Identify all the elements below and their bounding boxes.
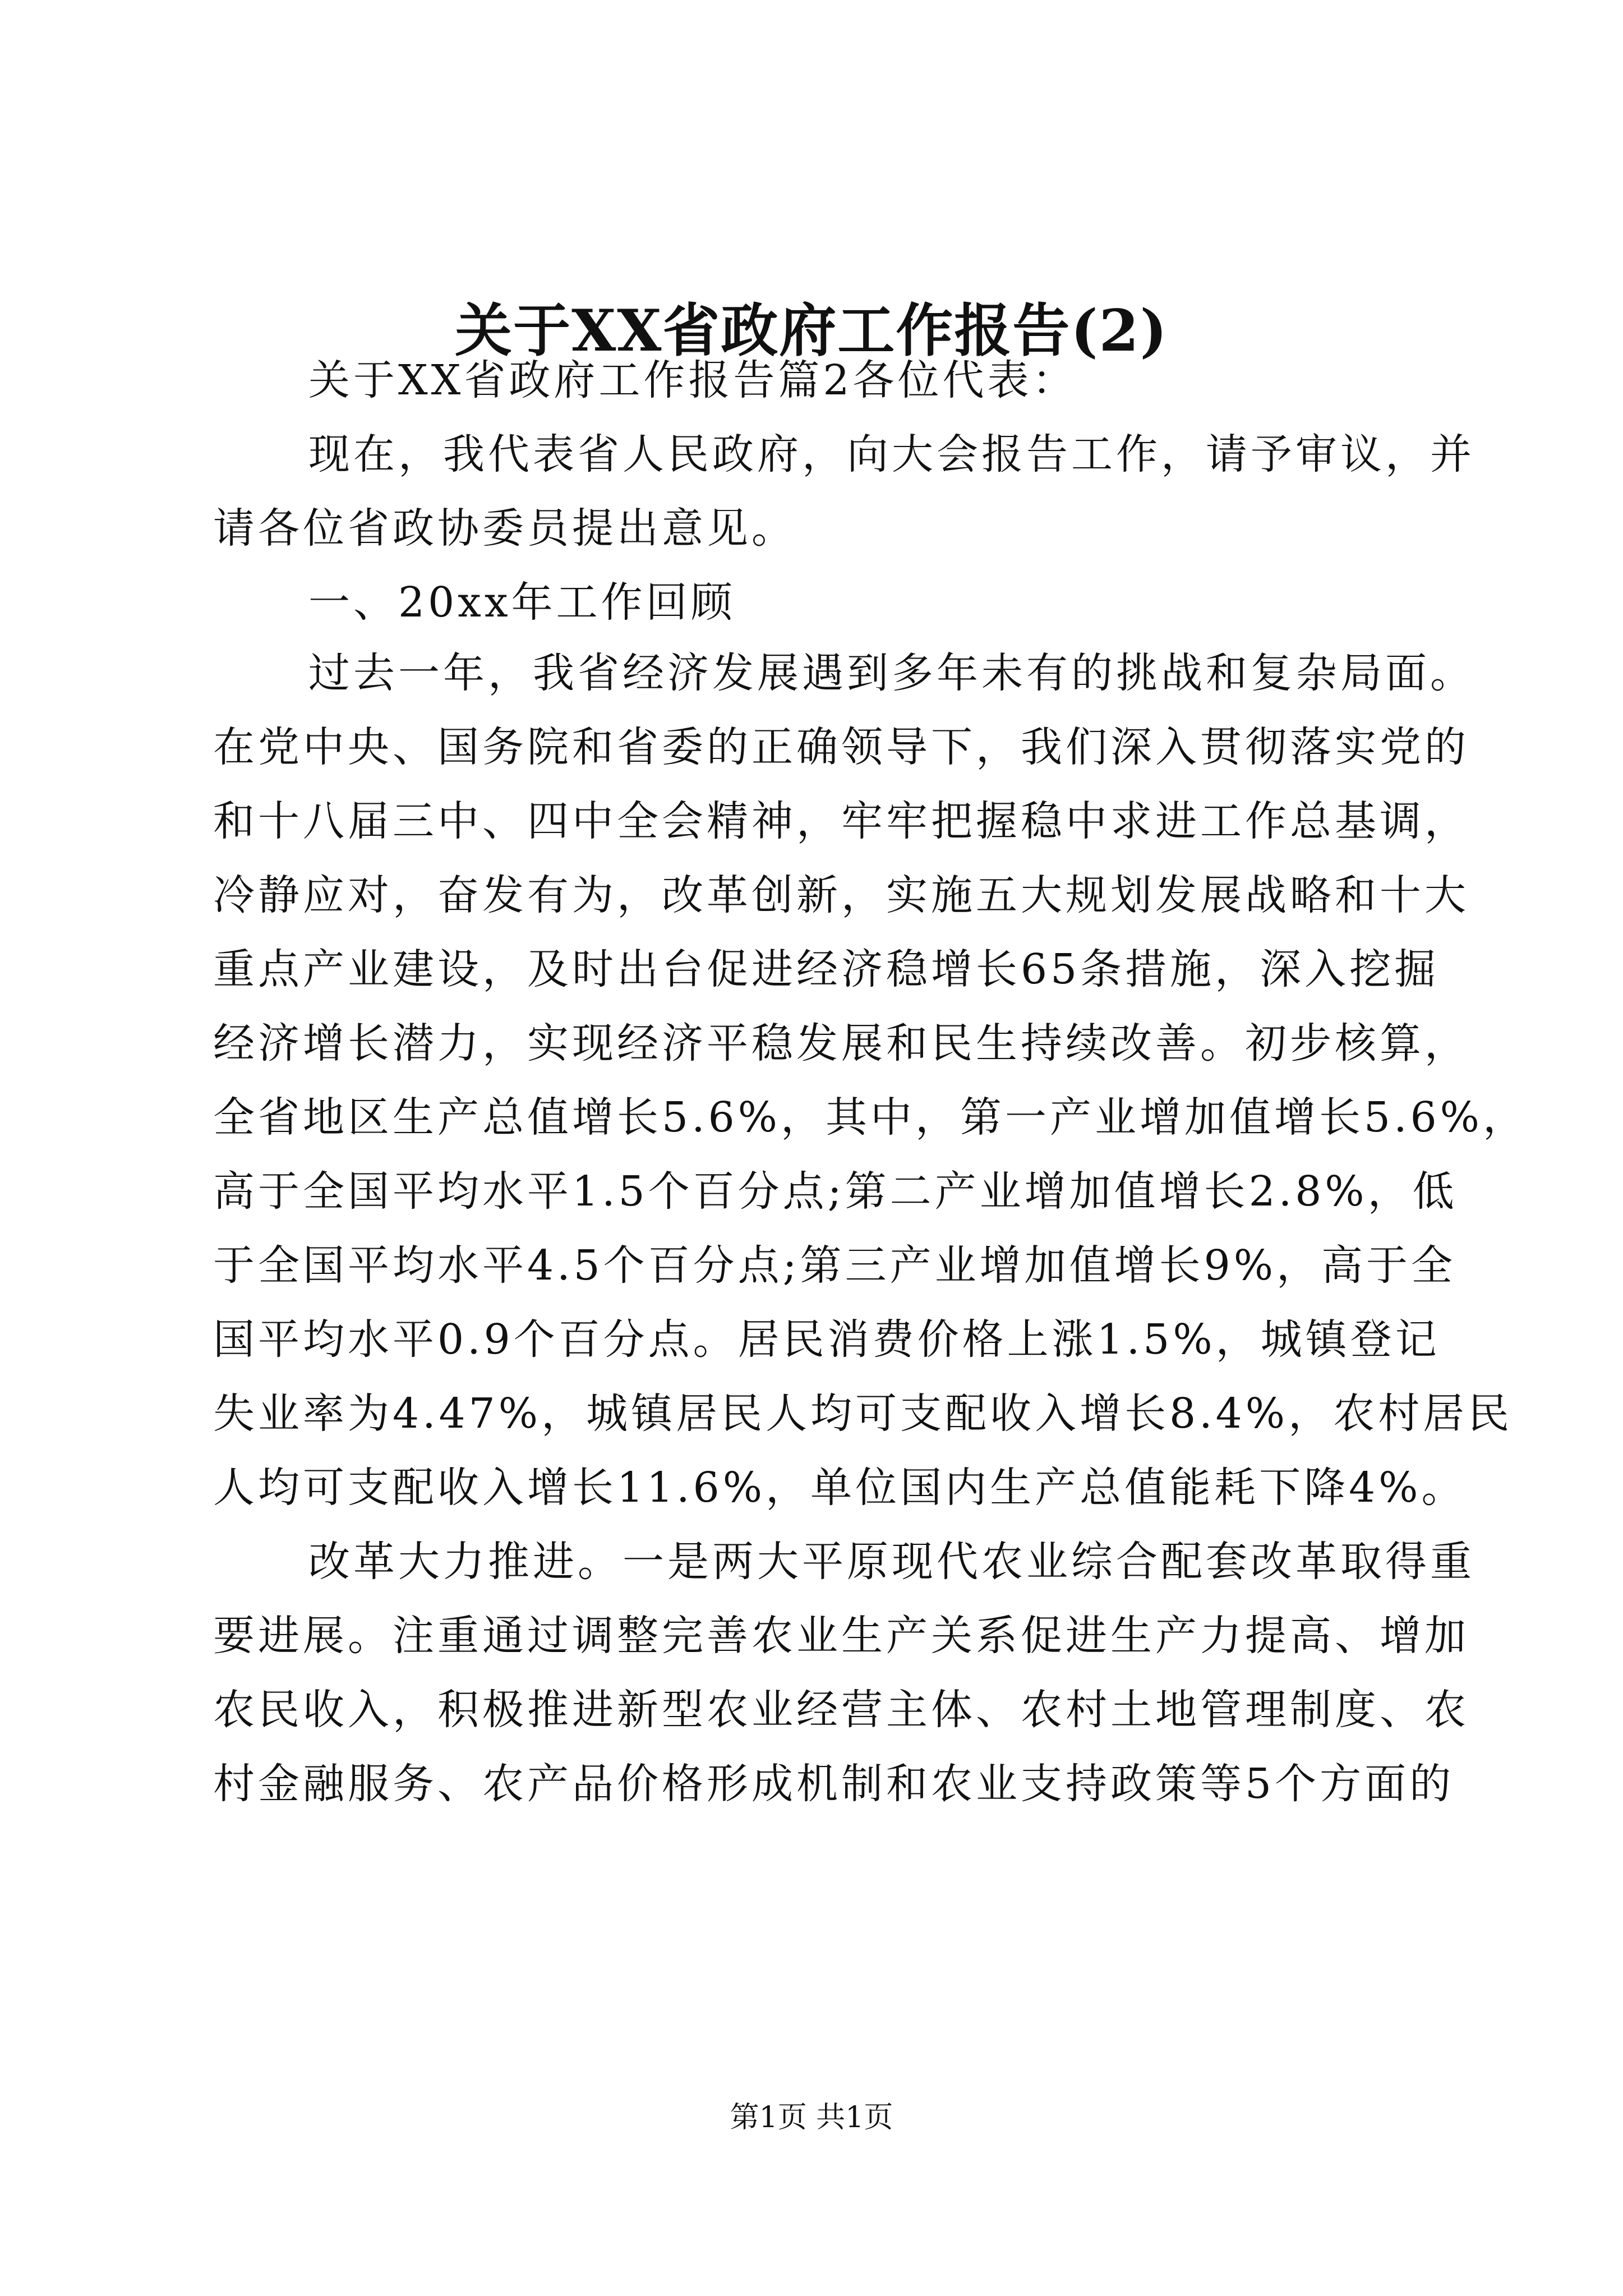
page-footer: 第1页 共1页 (730, 2101, 893, 2134)
text-line: 重点产业建设，及时出台促进经济稳增长65条措施，深入挖掘 (213, 945, 1440, 993)
text-line: 人均可支配收入增长11.6%，单位国内生产总值能耗下降4%。 (213, 1464, 1467, 1512)
text-line: 关于XX省政府工作报告篇2各位代表： (308, 356, 1077, 404)
text-line: 一、20xx年工作回顾 (308, 578, 736, 627)
text-line: 于全国平均水平4.5个百分点;第三产业增加值增长9%，高于全 (213, 1241, 1456, 1290)
text-line: 农民收入，积极推进新型农业经营主体、农村土地管理制度、农 (213, 1686, 1469, 1734)
text-line: 和十八届三中、四中全会精神，牢牢把握稳中求进工作总基调， (213, 797, 1469, 845)
text-line: 失业率为4.47%，城镇居民人均可支配收入增长8.4%，农村居民 (213, 1389, 1513, 1438)
text-line: 高于全国平均水平1.5个百分点;第二产业增加值增长2.8%，低 (213, 1167, 1458, 1216)
text-line: 改革大力推进。一是两大平原现代农业综合配套改革取得重 (308, 1538, 1475, 1586)
page-title: 关于XX省政府工作报告(2) (455, 297, 1168, 365)
text-line: 村金融服务、农产品价格形成机制和农业支持政策等5个方面的 (213, 1760, 1455, 1808)
text-line: 全省地区生产总值增长5.6%，其中，第一产业增加值增长5.6%， (213, 1093, 1528, 1142)
text-line: 现在，我代表省人民政府，向大会报告工作，请予审议，并 (308, 430, 1475, 478)
text-line: 请各位省政协委员提出意见。 (213, 504, 796, 553)
text-line: 国平均水平0.9个百分点。居民消费价格上涨1.5%，城镇登记 (213, 1315, 1440, 1364)
text-line: 经济增长潜力，实现经济平稳发展和民生持续改善。初步核算， (213, 1019, 1469, 1068)
text-line: 冷静应对，奋发有为，改革创新，实施五大规划发展战略和十大 (213, 871, 1469, 919)
text-line: 要进展。注重通过调整完善农业生产关系促进生产力提高、增加 (213, 1612, 1469, 1660)
text-line: 过去一年，我省经济发展遇到多年未有的挑战和复杂局面。 (308, 649, 1475, 697)
text-line: 在党中央、国务院和省委的正确领导下，我们深入贯彻落实党的 (213, 723, 1469, 771)
